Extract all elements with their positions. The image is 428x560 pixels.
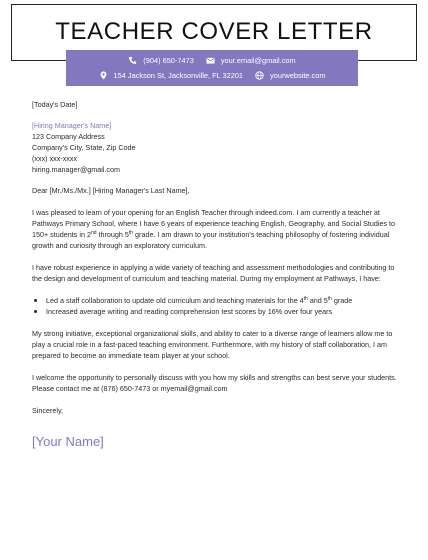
letter-date: [Today's Date] [32,100,78,109]
location-icon [99,71,108,80]
contact-bar [66,50,358,86]
recipient-block [32,120,402,175]
contact-row-2 [66,71,358,80]
recipient-address: 123 Company Address [32,132,105,141]
list-item: Led a staff collaboration to update old curriculum and teaching materials for the 4th and 5th grade [32,295,402,306]
letter-body [32,99,402,450]
salutation: Dear [Mr./Ms./Mx.] [Hiring Manager's Last Name], [32,186,190,195]
phone-icon [128,56,137,65]
paragraph-1: I was pleased to learn of your opening for an English Teacher through indeed.com. I am currently a teacher at Pathways Primary School, where I have 6 years of experience teaching English, Geography, and Social Studies to 150+ students in 2nd through 5th grade. I am drawn to your institution's teaching philosophy of fostering individual growth and curiosity through an exploratory curriculum. [32,208,396,250]
recipient-phone: (xxx) xxx-xxxx [32,154,78,163]
email-icon [206,56,215,65]
contact-row-1 [66,56,358,65]
contact-address: 154 Jackson St, Jacksonville, FL 32201 [113,71,244,80]
list-item: Increased average writing and reading comprehension test scores by 16% over four years [32,306,402,317]
contact-phone: (904) 650-7473 [143,56,194,65]
page-title: TEACHER COVER LETTER [55,18,373,45]
paragraph-2: I have robust experience in applying a wide variety of teaching and assessment methodologies and contributing to the design and development of curriculum and teaching material. During my employment at Pathways, I have: [32,263,395,283]
recipient-name: [Hiring Manager's Name] [32,121,112,130]
achievement-list [32,295,402,317]
signature: [Your Name] [32,434,104,449]
contact-email[interactable]: your.email@gmail.com [220,56,296,65]
paragraph-4: I welcome the opportunity to personally discuss with you how my skills and strengths can best serve your students. Please contact me at (876) 650-7473 or myemail@gmail.com [32,373,397,393]
recipient-email: hiring.manager@gmail.com [32,165,120,174]
globe-icon [255,71,264,80]
recipient-city: Company's City, State, Zip Code [32,143,136,152]
closing: Sincerely, [32,406,64,415]
contact-website[interactable]: yourwebsite.com [270,71,326,80]
paragraph-3: My strong initiative, exceptional organizational skills, and ability to cater to a diverse range of learners allow me to play a crucial role in a fast-paced teaching environment. Furthermore, with my history of staff collaboration, I am prepared to become an immediate team player at your school. [32,329,393,360]
